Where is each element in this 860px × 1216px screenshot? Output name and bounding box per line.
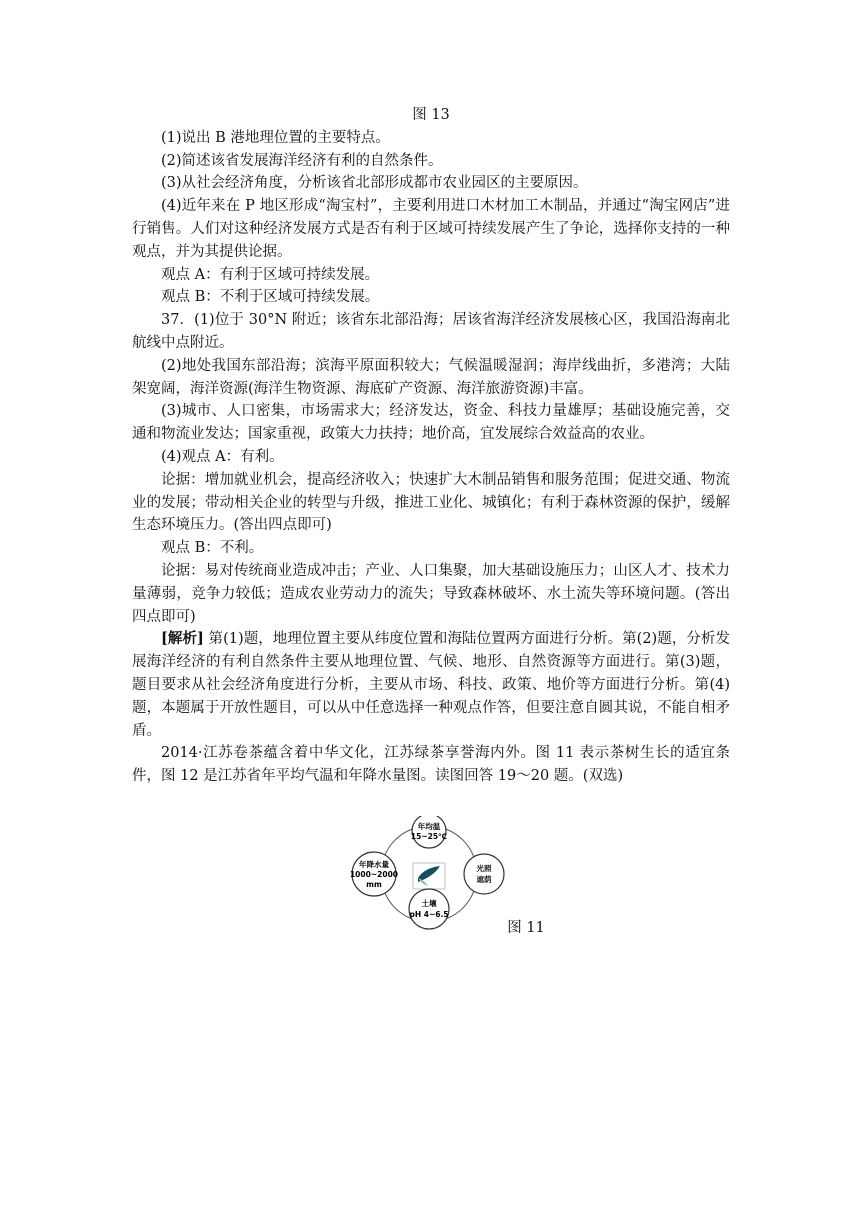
node-left-line1: 年降水量 bbox=[359, 860, 389, 869]
figure-13-caption: 图 13 bbox=[412, 107, 450, 123]
analysis-tag: [解析] bbox=[161, 630, 204, 648]
node-right-line2: 遮荫 bbox=[476, 875, 492, 884]
question-3: (3)从社会经济角度，分析该省北部形成都市农业园区的主要原因。 bbox=[161, 175, 588, 192]
analysis-paragraph bbox=[132, 628, 730, 742]
text-block bbox=[132, 104, 730, 788]
figure-11-caption: 图 11 bbox=[507, 920, 545, 936]
question-4: (4)近年来在 P 地区形成“淘宝村”，主要利用进口木材加工木制品，并通过“淘宝网店”进行销售。人们对这种经济发展方式是否有利于区域可持续发展产生了争论，选择你支持的一种观点，并为其提供论据。 bbox=[132, 198, 730, 260]
node-left-line2: 1000~2000 bbox=[349, 870, 399, 879]
tea-leaf-icon bbox=[413, 863, 445, 889]
answer-3: (3)城市、人口密集，市场需求大；经济发达，资金、科技力量雄厚；基础设施完善，交通和物流业发达；国家重视，政策大力扶持；地价高，宜发展综合效益高的农业。 bbox=[132, 403, 730, 443]
question-1: (1)说出 B 港地理位置的主要特点。 bbox=[161, 129, 390, 146]
analysis-text: 第(1)题，地理位置主要从纬度位置和海陆位置两方面进行分析。第(2)题，分析发展海洋经济的有利自然条件主要从地理位置、气候、地形、自然资源等方面进行。第(3)题，题目要求从社会经济角度进行分析，主要从市场、科技、政策、地价等方面进行分析。第(4)题，本题属于开放性题目，可以从中任意选择一种观点作答，但要注意自圆其说，不能自相矛盾。 bbox=[132, 631, 730, 739]
node-left-line3: mm bbox=[366, 880, 382, 889]
node-top-line1: 年均温 bbox=[417, 822, 441, 831]
tea-conditions-figure bbox=[344, 816, 514, 930]
viewpoint-b: 观点 B：不利于区域可持续发展。 bbox=[161, 289, 380, 306]
answer-4-viewpoint-a: (4)观点 A：有利。 bbox=[161, 448, 284, 465]
question-intro: 2014·江苏卷茶蕴含着中华文化，江苏绿茶享誉海内外。图 11 表示茶树生长的适宜条件，图 12 是江苏省年平均气温和年降水量图。读图回答 19～20 题。(双选) bbox=[132, 745, 730, 785]
viewpoint-a: 观点 A：有利于区域可持续发展。 bbox=[161, 266, 380, 283]
answer-2: (2)地处我国东部沿海；滨海平原面积较大；气候温暖湿润；海岸线曲折，多港湾；大陆架宽阔，海洋资源(海洋生物资源、海底矿产资源、海洋旅游资源)丰富。 bbox=[132, 357, 730, 397]
node-right-sunlight bbox=[464, 854, 504, 894]
answer-4-argument-b: 论据：易对传统商业造成冲击；产业、人口集聚，加大基础设施压力；山区人才、技术力量薄弱，竞争力较低；造成农业劳动力的流失；导致森林破坏、水土流失等环境问题。(答出四点即可) bbox=[132, 562, 730, 625]
node-right-line1: 光照 bbox=[476, 864, 492, 873]
node-bottom-line1: 土壤 bbox=[421, 899, 437, 908]
node-top-line2: 15~25℃ bbox=[410, 832, 448, 841]
node-top-temperature bbox=[411, 816, 447, 848]
node-bottom-soil bbox=[409, 889, 449, 929]
answer-4-argument-a: 论据：增加就业机会，提高经济收入；快速扩大木制品销售和服务范围；促进交通、物流业的发展；带动相关企业的转型与升级，推进工业化、城镇化；有利于森林资源的保护，缓解生态环境压力。(答出四点即可) bbox=[132, 471, 730, 534]
question-2: (2)简述该省发展海洋经济有利的自然条件。 bbox=[161, 152, 443, 169]
node-bottom-line2: pH 4~6.5 bbox=[409, 910, 449, 919]
answer-4-viewpoint-b: 观点 B：不利。 bbox=[161, 540, 264, 557]
node-left-precipitation bbox=[350, 852, 398, 896]
answer-1: 37．(1)位于 30°N 附近；该省东北部沿海；居该省海洋经济发展核心区，我国沿海南北航线中点附近。 bbox=[132, 312, 730, 351]
